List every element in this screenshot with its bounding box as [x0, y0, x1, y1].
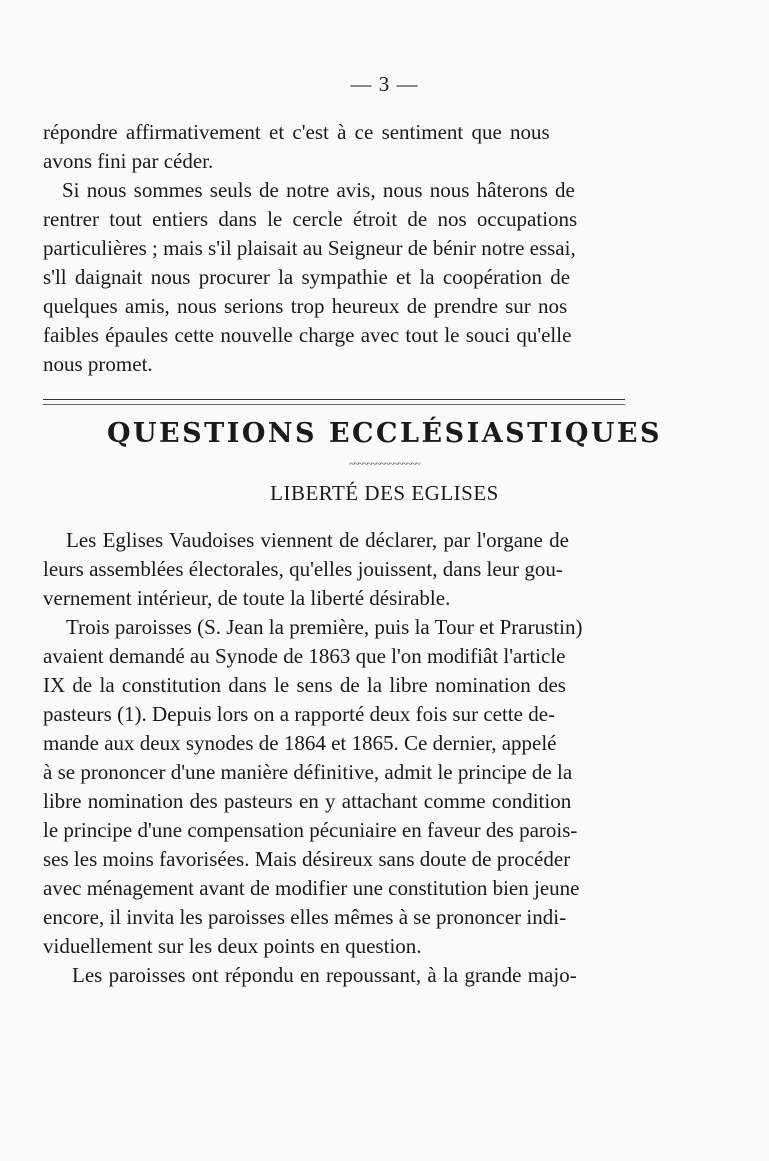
title-ornament: ~~~~~~~~~~~~~~~~	[349, 459, 420, 470]
text-line: vernement intérieur, de toute la liberté désirable.	[43, 586, 451, 610]
divider-rule	[43, 404, 625, 405]
text-line: avec ménagement avant de modifier une constitution bien jeune	[43, 876, 580, 900]
section-title: QUESTIONS ECCLÉSIASTIQUES	[106, 418, 663, 449]
text-line: Les Eglises Vaudoises viennent de déclarer, par l'organe de	[66, 528, 569, 552]
text-line: faibles épaules cette nouvelle charge avec tout le souci qu'elle	[43, 323, 572, 347]
text-line: particulières ; mais s'il plaisait au Seigneur de bénir notre essai,	[43, 236, 576, 260]
text-line: Les paroisses ont répondu en repoussant, à la grande majo-	[72, 963, 577, 987]
text-line: encore, il invita les paroisses elles mêmes à se prononcer indi-	[43, 905, 567, 929]
page-number: — 3 —	[350, 72, 419, 96]
text-line: Si nous sommes seuls de notre avis, nous nous hâterons de	[62, 178, 575, 202]
text-line: le principe d'une compensation pécuniaire en faveur des parois-	[43, 818, 578, 842]
text-line: viduellement sur les deux points en question.	[43, 934, 422, 958]
text-line: mande aux deux synodes de 1864 et 1865. Ce dernier, appelé	[43, 731, 557, 755]
text-line: rentrer tout entiers dans le cercle étroit de nos occupations	[43, 207, 578, 231]
text-line: ses les moins favorisées. Mais désireux sans doute de procéder	[43, 847, 571, 871]
text-line: quelques amis, nous serions trop heureux de prendre sur nos	[43, 294, 568, 318]
text-line: avons fini par céder.	[43, 149, 214, 173]
text-line: libre nomination des pasteurs en y attachant comme condition	[43, 789, 572, 813]
text-line: répondre affirmativement et c'est à ce sentiment que nous	[43, 120, 550, 144]
text-line: leurs assemblées électorales, qu'elles jouissent, dans leur gou-	[43, 557, 563, 581]
text-line: IX de la constitution dans le sens de la libre nomination des	[43, 673, 566, 697]
text-line: avaient demandé au Synode de 1863 que l'on modifiât l'article	[43, 644, 566, 668]
subsection-title: LIBERTÉ DES EGLISES	[270, 481, 499, 505]
text-line: nous promet.	[43, 352, 153, 376]
divider-rule	[43, 399, 625, 400]
text-line: s'll daignait nous procurer la sympathie et la coopération de	[43, 265, 571, 289]
text-line: pasteurs (1). Depuis lors on a rapporté deux fois sur cette de-	[43, 702, 556, 726]
text-line: à se prononcer d'une manière définitive, admit le principe de la	[43, 760, 573, 784]
text-line: Trois paroisses (S. Jean la première, puis la Tour et Prarustin)	[66, 615, 583, 639]
